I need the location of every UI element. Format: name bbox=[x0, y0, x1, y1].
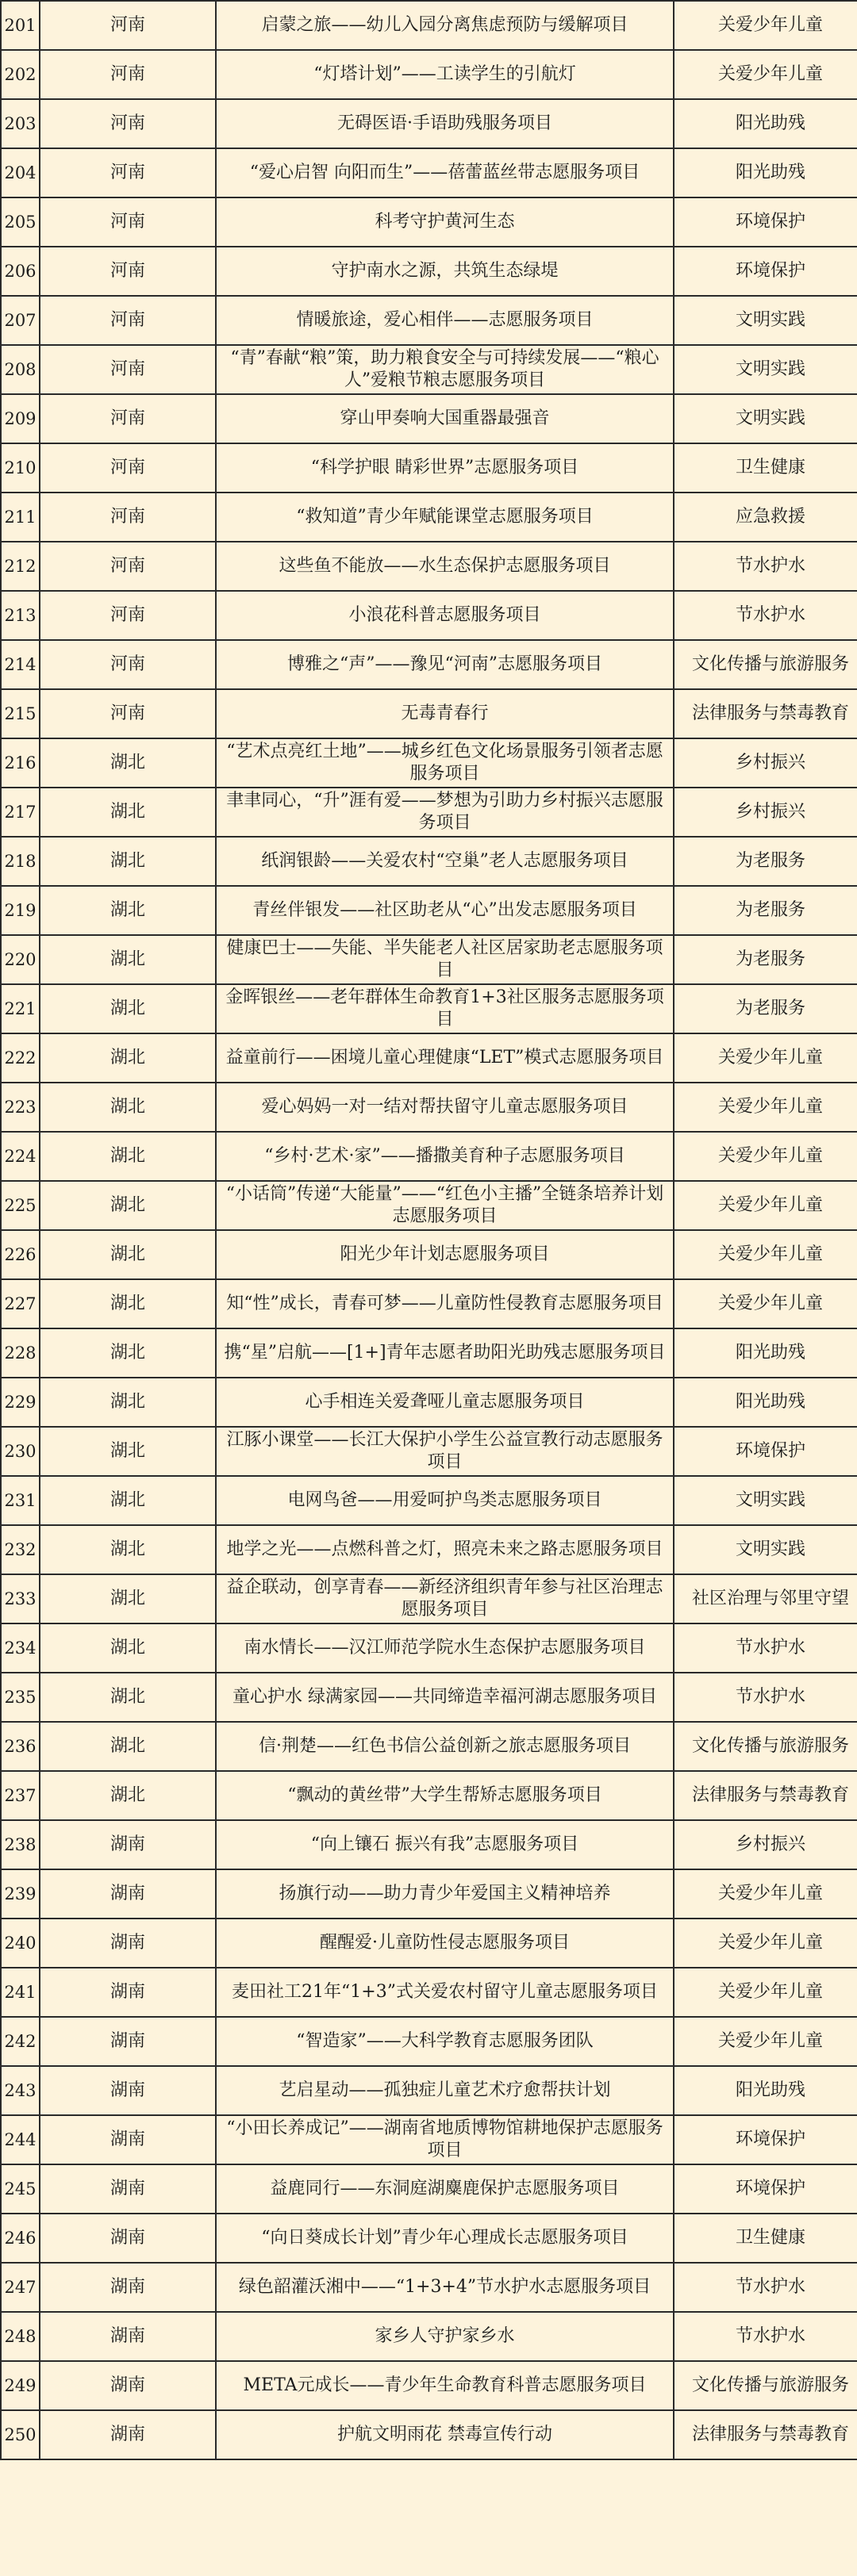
category-cell: 法律服务与禁毒教育 bbox=[674, 1771, 857, 1820]
table-row bbox=[1, 542, 857, 591]
project-name-cell: 电网鸟爸——用爱呵护鸟类志愿服务项目 bbox=[216, 1476, 674, 1525]
project-name-cell: “灯塔计划”——工读学生的引航灯 bbox=[216, 50, 674, 99]
project-name-cell: 益企联动，创享青春——新经济组织青年参与社区治理志愿服务项目 bbox=[216, 1574, 674, 1623]
table-row bbox=[1, 2410, 857, 2459]
project-name-cell: 阳光少年计划志愿服务项目 bbox=[216, 1230, 674, 1279]
row-number: 210 bbox=[1, 443, 40, 493]
table-row bbox=[1, 1525, 857, 1574]
project-name-cell: 聿聿同心，“升”涯有爱——梦想为引助力乡村振兴志愿服务项目 bbox=[216, 788, 674, 837]
province-cell: 湖北 bbox=[40, 788, 216, 837]
category-cell: 阳光助残 bbox=[674, 1378, 857, 1427]
row-number: 248 bbox=[1, 2312, 40, 2361]
row-number: 207 bbox=[1, 296, 40, 345]
row-number: 235 bbox=[1, 1673, 40, 1722]
province-cell: 湖北 bbox=[40, 1378, 216, 1427]
project-name-cell: “科学护眼 睛彩世界”志愿服务项目 bbox=[216, 443, 674, 493]
category-cell: 关爱少年儿童 bbox=[674, 1132, 857, 1181]
province-cell: 湖北 bbox=[40, 1033, 216, 1083]
table-row bbox=[1, 1968, 857, 2017]
table-row bbox=[1, 1869, 857, 1919]
row-number: 234 bbox=[1, 1623, 40, 1673]
province-cell: 河南 bbox=[40, 394, 216, 443]
row-number: 226 bbox=[1, 1230, 40, 1279]
category-cell: 节水护水 bbox=[674, 2312, 857, 2361]
project-name-cell: “爱心启智 向阳而生”——蓓蕾蓝丝带志愿服务项目 bbox=[216, 148, 674, 197]
category-cell: 文化传播与旅游服务 bbox=[674, 1722, 857, 1771]
row-number: 217 bbox=[1, 788, 40, 837]
row-number: 214 bbox=[1, 640, 40, 689]
row-number: 249 bbox=[1, 2361, 40, 2410]
category-cell: 乡村振兴 bbox=[674, 1820, 857, 1869]
table-row bbox=[1, 296, 857, 345]
province-cell: 河南 bbox=[40, 591, 216, 640]
province-cell: 湖北 bbox=[40, 1673, 216, 1722]
project-name-cell: 纸润银龄——关爱农村“空巢”老人志愿服务项目 bbox=[216, 837, 674, 886]
row-number: 216 bbox=[1, 738, 40, 788]
row-number: 213 bbox=[1, 591, 40, 640]
project-table-body bbox=[1, 1, 857, 2459]
category-cell: 关爱少年儿童 bbox=[674, 50, 857, 99]
table-row bbox=[1, 1427, 857, 1476]
category-cell: 乡村振兴 bbox=[674, 788, 857, 837]
province-cell: 河南 bbox=[40, 296, 216, 345]
row-number: 205 bbox=[1, 197, 40, 247]
row-number: 215 bbox=[1, 689, 40, 738]
project-name-cell: 无毒青春行 bbox=[216, 689, 674, 738]
row-number: 245 bbox=[1, 2164, 40, 2214]
project-name-cell: 艺启星动——孤独症儿童艺术疗愈帮扶计划 bbox=[216, 2066, 674, 2115]
project-name-cell: 知“性”成长，青春可梦——儿童防性侵教育志愿服务项目 bbox=[216, 1279, 674, 1328]
province-cell: 河南 bbox=[40, 247, 216, 296]
province-cell: 湖北 bbox=[40, 1132, 216, 1181]
row-number: 244 bbox=[1, 2115, 40, 2164]
category-cell: 环境保护 bbox=[674, 197, 857, 247]
table-row bbox=[1, 1771, 857, 1820]
project-name-cell: 博雅之“声”——豫见“河南”志愿服务项目 bbox=[216, 640, 674, 689]
category-cell: 关爱少年儿童 bbox=[674, 1230, 857, 1279]
project-name-cell: 地学之光——点燃科普之灯，照亮未来之路志愿服务项目 bbox=[216, 1525, 674, 1574]
project-name-cell: 爱心妈妈一对一结对帮扶留守儿童志愿服务项目 bbox=[216, 1083, 674, 1132]
category-cell: 环境保护 bbox=[674, 247, 857, 296]
project-name-cell: 守护南水之源，共筑生态绿堤 bbox=[216, 247, 674, 296]
province-cell: 湖北 bbox=[40, 1722, 216, 1771]
category-cell: 文化传播与旅游服务 bbox=[674, 2361, 857, 2410]
table-row bbox=[1, 247, 857, 296]
row-number: 224 bbox=[1, 1132, 40, 1181]
table-row bbox=[1, 2115, 857, 2164]
project-name-cell: 醒醒爱·儿童防性侵志愿服务项目 bbox=[216, 1919, 674, 1968]
row-number: 221 bbox=[1, 984, 40, 1033]
table-row bbox=[1, 1230, 857, 1279]
project-name-cell: “向日葵成长计划”青少年心理成长志愿服务项目 bbox=[216, 2214, 674, 2263]
province-cell: 湖北 bbox=[40, 984, 216, 1033]
project-name-cell: 携“星”启航——[1+]青年志愿者助阳光助残志愿服务项目 bbox=[216, 1328, 674, 1378]
category-cell: 文化传播与旅游服务 bbox=[674, 640, 857, 689]
table-row bbox=[1, 2017, 857, 2066]
province-cell: 湖北 bbox=[40, 1623, 216, 1673]
row-number: 203 bbox=[1, 99, 40, 148]
table-row bbox=[1, 2214, 857, 2263]
province-cell: 湖南 bbox=[40, 1869, 216, 1919]
project-name-cell: 金晖银丝——老年群体生命教育1+3社区服务志愿服务项目 bbox=[216, 984, 674, 1033]
table-row bbox=[1, 591, 857, 640]
table-row bbox=[1, 1181, 857, 1230]
province-cell: 河南 bbox=[40, 689, 216, 738]
row-number: 208 bbox=[1, 345, 40, 394]
project-name-cell: “艺术点亮红土地”——城乡红色文化场景服务引领者志愿服务项目 bbox=[216, 738, 674, 788]
project-name-cell: 江豚小课堂——长江大保护小学生公益宣教行动志愿服务项目 bbox=[216, 1427, 674, 1476]
project-name-cell: “小话筒”传递“大能量”——“红色小主播”全链条培养计划志愿服务项目 bbox=[216, 1181, 674, 1230]
project-name-cell: 穿山甲奏响大国重器最强音 bbox=[216, 394, 674, 443]
province-cell: 湖北 bbox=[40, 1476, 216, 1525]
category-cell: 节水护水 bbox=[674, 591, 857, 640]
province-cell: 河南 bbox=[40, 493, 216, 542]
row-number: 211 bbox=[1, 493, 40, 542]
row-number: 241 bbox=[1, 1968, 40, 2017]
category-cell: 关爱少年儿童 bbox=[674, 1279, 857, 1328]
project-name-cell: 小浪花科普志愿服务项目 bbox=[216, 591, 674, 640]
row-number: 237 bbox=[1, 1771, 40, 1820]
table-row bbox=[1, 2066, 857, 2115]
province-cell: 湖北 bbox=[40, 1083, 216, 1132]
project-name-cell: META元成长——青少年生命教育科普志愿服务项目 bbox=[216, 2361, 674, 2410]
table-row bbox=[1, 2312, 857, 2361]
category-cell: 关爱少年儿童 bbox=[674, 1083, 857, 1132]
province-cell: 湖北 bbox=[40, 886, 216, 935]
project-name-cell: “救知道”青少年赋能课堂志愿服务项目 bbox=[216, 493, 674, 542]
row-number: 240 bbox=[1, 1919, 40, 1968]
category-cell: 环境保护 bbox=[674, 2115, 857, 2164]
province-cell: 湖北 bbox=[40, 935, 216, 984]
category-cell: 环境保护 bbox=[674, 1427, 857, 1476]
table-row bbox=[1, 1722, 857, 1771]
project-name-cell: 科考守护黄河生态 bbox=[216, 197, 674, 247]
row-number: 204 bbox=[1, 148, 40, 197]
table-row bbox=[1, 1328, 857, 1378]
table-row bbox=[1, 788, 857, 837]
table-row bbox=[1, 738, 857, 788]
province-cell: 湖南 bbox=[40, 1968, 216, 2017]
category-cell: 关爱少年儿童 bbox=[674, 1181, 857, 1230]
project-name-cell: 青丝伴银发——社区助老从“心”出发志愿服务项目 bbox=[216, 886, 674, 935]
province-cell: 河南 bbox=[40, 443, 216, 493]
row-number: 250 bbox=[1, 2410, 40, 2459]
project-name-cell: 健康巴士——失能、半失能老人社区居家助老志愿服务项目 bbox=[216, 935, 674, 984]
table-row bbox=[1, 886, 857, 935]
project-name-cell: 益童前行——困境儿童心理健康“LET”模式志愿服务项目 bbox=[216, 1033, 674, 1083]
province-cell: 湖南 bbox=[40, 2164, 216, 2214]
project-name-cell: 家乡人守护家乡水 bbox=[216, 2312, 674, 2361]
province-cell: 湖北 bbox=[40, 837, 216, 886]
category-cell: 文明实践 bbox=[674, 1476, 857, 1525]
project-name-cell: 益鹿同行——东洞庭湖麋鹿保护志愿服务项目 bbox=[216, 2164, 674, 2214]
table-row bbox=[1, 1279, 857, 1328]
row-number: 230 bbox=[1, 1427, 40, 1476]
province-cell: 湖北 bbox=[40, 1771, 216, 1820]
province-cell: 湖南 bbox=[40, 2410, 216, 2459]
category-cell: 关爱少年儿童 bbox=[674, 1968, 857, 2017]
project-name-cell: 情暖旅途，爱心相伴——志愿服务项目 bbox=[216, 296, 674, 345]
category-cell: 为老服务 bbox=[674, 935, 857, 984]
project-name-cell: 这些鱼不能放——水生态保护志愿服务项目 bbox=[216, 542, 674, 591]
row-number: 239 bbox=[1, 1869, 40, 1919]
project-name-cell: 无碍医语·手语助残服务项目 bbox=[216, 99, 674, 148]
province-cell: 河南 bbox=[40, 148, 216, 197]
project-name-cell: “乡村·艺术·家”——播撒美育种子志愿服务项目 bbox=[216, 1132, 674, 1181]
category-cell: 环境保护 bbox=[674, 2164, 857, 2214]
table-row bbox=[1, 2361, 857, 2410]
row-number: 223 bbox=[1, 1083, 40, 1132]
category-cell: 为老服务 bbox=[674, 837, 857, 886]
table-row bbox=[1, 493, 857, 542]
category-cell: 关爱少年儿童 bbox=[674, 1, 857, 50]
province-cell: 湖南 bbox=[40, 1919, 216, 1968]
category-cell: 关爱少年儿童 bbox=[674, 1869, 857, 1919]
province-cell: 湖北 bbox=[40, 1279, 216, 1328]
row-number: 225 bbox=[1, 1181, 40, 1230]
row-number: 201 bbox=[1, 1, 40, 50]
row-number: 227 bbox=[1, 1279, 40, 1328]
table-row bbox=[1, 443, 857, 493]
province-cell: 湖南 bbox=[40, 1820, 216, 1869]
row-number: 247 bbox=[1, 2263, 40, 2312]
category-cell: 卫生健康 bbox=[674, 2214, 857, 2263]
province-cell: 湖南 bbox=[40, 2263, 216, 2312]
row-number: 206 bbox=[1, 247, 40, 296]
province-cell: 河南 bbox=[40, 542, 216, 591]
table-row bbox=[1, 1574, 857, 1623]
table-row bbox=[1, 1476, 857, 1525]
category-cell: 节水护水 bbox=[674, 1673, 857, 1722]
project-name-cell: 绿色韶灌沃湘中——“1+3+4”节水护水志愿服务项目 bbox=[216, 2263, 674, 2312]
province-cell: 湖北 bbox=[40, 1574, 216, 1623]
project-name-cell: 护航文明雨花 禁毒宣传行动 bbox=[216, 2410, 674, 2459]
table-row bbox=[1, 640, 857, 689]
category-cell: 阳光助残 bbox=[674, 148, 857, 197]
row-number: 228 bbox=[1, 1328, 40, 1378]
category-cell: 节水护水 bbox=[674, 2263, 857, 2312]
row-number: 233 bbox=[1, 1574, 40, 1623]
province-cell: 河南 bbox=[40, 99, 216, 148]
table-row bbox=[1, 1033, 857, 1083]
table-row bbox=[1, 148, 857, 197]
category-cell: 文明实践 bbox=[674, 1525, 857, 1574]
table-row bbox=[1, 345, 857, 394]
province-cell: 湖北 bbox=[40, 738, 216, 788]
category-cell: 文明实践 bbox=[674, 394, 857, 443]
category-cell: 为老服务 bbox=[674, 886, 857, 935]
table-row bbox=[1, 1919, 857, 1968]
project-name-cell: 信·荆楚——红色书信公益创新之旅志愿服务项目 bbox=[216, 1722, 674, 1771]
category-cell: 法律服务与禁毒教育 bbox=[674, 689, 857, 738]
category-cell: 阳光助残 bbox=[674, 99, 857, 148]
category-cell: 法律服务与禁毒教育 bbox=[674, 2410, 857, 2459]
category-cell: 节水护水 bbox=[674, 1623, 857, 1673]
row-number: 218 bbox=[1, 837, 40, 886]
row-number: 231 bbox=[1, 1476, 40, 1525]
province-cell: 湖南 bbox=[40, 2214, 216, 2263]
category-cell: 为老服务 bbox=[674, 984, 857, 1033]
category-cell: 关爱少年儿童 bbox=[674, 1033, 857, 1083]
category-cell: 应急救援 bbox=[674, 493, 857, 542]
table-row bbox=[1, 50, 857, 99]
project-name-cell: 南水情长——汉江师范学院水生态保护志愿服务项目 bbox=[216, 1623, 674, 1673]
province-cell: 湖北 bbox=[40, 1525, 216, 1574]
table-row bbox=[1, 689, 857, 738]
project-name-cell: 童心护水 绿满家园——共同缔造幸福河湖志愿服务项目 bbox=[216, 1673, 674, 1722]
row-number: 238 bbox=[1, 1820, 40, 1869]
table-row bbox=[1, 394, 857, 443]
table-row bbox=[1, 1378, 857, 1427]
project-name-cell: “飘动的黄丝带”大学生帮矫志愿服务项目 bbox=[216, 1771, 674, 1820]
table-row bbox=[1, 984, 857, 1033]
row-number: 232 bbox=[1, 1525, 40, 1574]
category-cell: 文明实践 bbox=[674, 345, 857, 394]
row-number: 202 bbox=[1, 50, 40, 99]
table-row bbox=[1, 837, 857, 886]
table-row bbox=[1, 2164, 857, 2214]
table-row bbox=[1, 2263, 857, 2312]
province-cell: 湖北 bbox=[40, 1181, 216, 1230]
province-cell: 湖北 bbox=[40, 1328, 216, 1378]
row-number: 209 bbox=[1, 394, 40, 443]
project-name-cell: 麦田社工21年“1+3”式关爱农村留守儿童志愿服务项目 bbox=[216, 1968, 674, 2017]
row-number: 212 bbox=[1, 542, 40, 591]
category-cell: 乡村振兴 bbox=[674, 738, 857, 788]
province-cell: 河南 bbox=[40, 640, 216, 689]
row-number: 246 bbox=[1, 2214, 40, 2263]
row-number: 220 bbox=[1, 935, 40, 984]
province-cell: 湖南 bbox=[40, 2115, 216, 2164]
category-cell: 节水护水 bbox=[674, 542, 857, 591]
category-cell: 文明实践 bbox=[674, 296, 857, 345]
row-number: 229 bbox=[1, 1378, 40, 1427]
category-cell: 卫生健康 bbox=[674, 443, 857, 493]
province-cell: 湖南 bbox=[40, 2312, 216, 2361]
table-row bbox=[1, 1623, 857, 1673]
project-name-cell: “向上镶石 振兴有我”志愿服务项目 bbox=[216, 1820, 674, 1869]
table-row bbox=[1, 197, 857, 247]
province-cell: 湖南 bbox=[40, 2017, 216, 2066]
project-name-cell: 扬旗行动——助力青少年爱国主义精神培养 bbox=[216, 1869, 674, 1919]
project-name-cell: “智造家”——大科学教育志愿服务团队 bbox=[216, 2017, 674, 2066]
project-name-cell: 心手相连关爱聋哑儿童志愿服务项目 bbox=[216, 1378, 674, 1427]
table-row bbox=[1, 99, 857, 148]
category-cell: 关爱少年儿童 bbox=[674, 1919, 857, 1968]
project-name-cell: “小田长养成记”——湖南省地质博物馆耕地保护志愿服务项目 bbox=[216, 2115, 674, 2164]
project-name-cell: “青”春献“粮”策，助力粮食安全与可持续发展——“粮心人”爱粮节粮志愿服务项目 bbox=[216, 345, 674, 394]
table-row bbox=[1, 1820, 857, 1869]
category-cell: 阳光助残 bbox=[674, 2066, 857, 2115]
row-number: 219 bbox=[1, 886, 40, 935]
category-cell: 阳光助残 bbox=[674, 1328, 857, 1378]
row-number: 242 bbox=[1, 2017, 40, 2066]
province-cell: 湖北 bbox=[40, 1427, 216, 1476]
row-number: 222 bbox=[1, 1033, 40, 1083]
province-cell: 湖南 bbox=[40, 2361, 216, 2410]
table-row bbox=[1, 1673, 857, 1722]
table-row bbox=[1, 1, 857, 50]
project-name-cell: 启蒙之旅——幼儿入园分离焦虑预防与缓解项目 bbox=[216, 1, 674, 50]
province-cell: 河南 bbox=[40, 345, 216, 394]
row-number: 243 bbox=[1, 2066, 40, 2115]
province-cell: 河南 bbox=[40, 197, 216, 247]
table-row bbox=[1, 935, 857, 984]
province-cell: 河南 bbox=[40, 1, 216, 50]
province-cell: 湖北 bbox=[40, 1230, 216, 1279]
province-cell: 河南 bbox=[40, 50, 216, 99]
row-number: 236 bbox=[1, 1722, 40, 1771]
category-cell: 社区治理与邻里守望 bbox=[674, 1574, 857, 1623]
province-cell: 湖南 bbox=[40, 2066, 216, 2115]
table-row bbox=[1, 1083, 857, 1132]
category-cell: 关爱少年儿童 bbox=[674, 2017, 857, 2066]
table-row bbox=[1, 1132, 857, 1181]
